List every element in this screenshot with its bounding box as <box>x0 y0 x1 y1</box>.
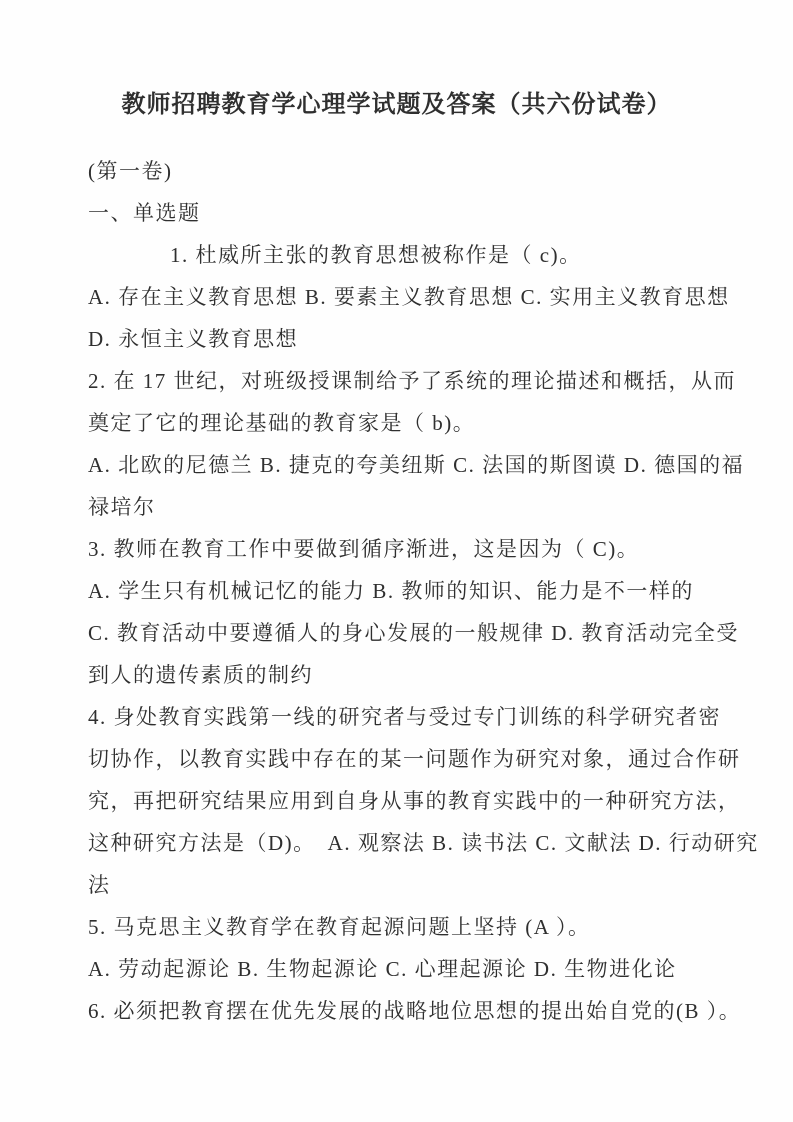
q4-stem-line3: 究，再把研究结果应用到自身从事的教育实践中的一种研究方法， <box>88 789 741 813</box>
q3-stem: 3. 教师在教育工作中要做到循序渐进，这是因为（ C)。 <box>88 537 640 561</box>
q4-stem-line2: 切协作，以教育实践中存在的某一问题作为研究对象，通过合作研 <box>88 747 741 771</box>
q1-options-line1: A. 存在主义教育思想 B. 要素主义教育思想 C. 实用主义教育思想 <box>88 285 730 309</box>
page-title: 教师招聘教育学心理学试题及答案（共六份试卷） <box>121 92 672 118</box>
q1-options-line2: D. 永恒主义教育思想 <box>88 327 299 351</box>
q2-options-line1: A. 北欧的尼德兰 B. 捷克的夸美纽斯 C. 法国的斯图谟 D. 德国的福 <box>88 453 745 477</box>
q3-options-line3: 到人的遗传素质的制约 <box>88 663 313 687</box>
q5-stem: 5. 马克思主义教育学在教育起源问题上坚持 (A ）。 <box>88 915 591 939</box>
q4-options-line1: 这种研究方法是（D)。 A. 观察法 B. 读书法 C. 文献法 D. 行动研究 <box>88 831 759 855</box>
q4-stem-line1: 4. 身处教育实践第一线的研究者与受过专门训练的科学研究者密 <box>88 705 721 729</box>
q6-stem: 6. 必须把教育摆在优先发展的战略地位思想的提出始自党的(B ）。 <box>88 999 742 1023</box>
q5-options: A. 劳动起源论 B. 生物起源论 C. 心理起源论 D. 生物进化论 <box>88 957 677 981</box>
q3-options-line2: C. 教育活动中要遵循人的身心发展的一般规律 D. 教育活动完全受 <box>88 621 739 645</box>
document-body <box>0 150 793 1032</box>
q2-stem-line1: 2. 在 17 世纪，对班级授课制给予了系统的理论描述和概括，从而 <box>88 369 736 393</box>
q2-options-line2: 禄培尔 <box>88 495 156 519</box>
q3-options-line1: A. 学生只有机械记忆的能力 B. 教师的知识、能力是不一样的 <box>88 579 694 603</box>
q1-stem: 1. 杜威所主张的教育思想被称作是（ c)。 <box>170 243 582 267</box>
q4-options-line2: 法 <box>88 873 111 897</box>
volume-label: (第一卷) <box>88 159 173 183</box>
section-heading: 一、单选题 <box>88 201 201 225</box>
q2-stem-line2: 奠定了它的理论基础的教育家是（ b)。 <box>88 411 476 435</box>
